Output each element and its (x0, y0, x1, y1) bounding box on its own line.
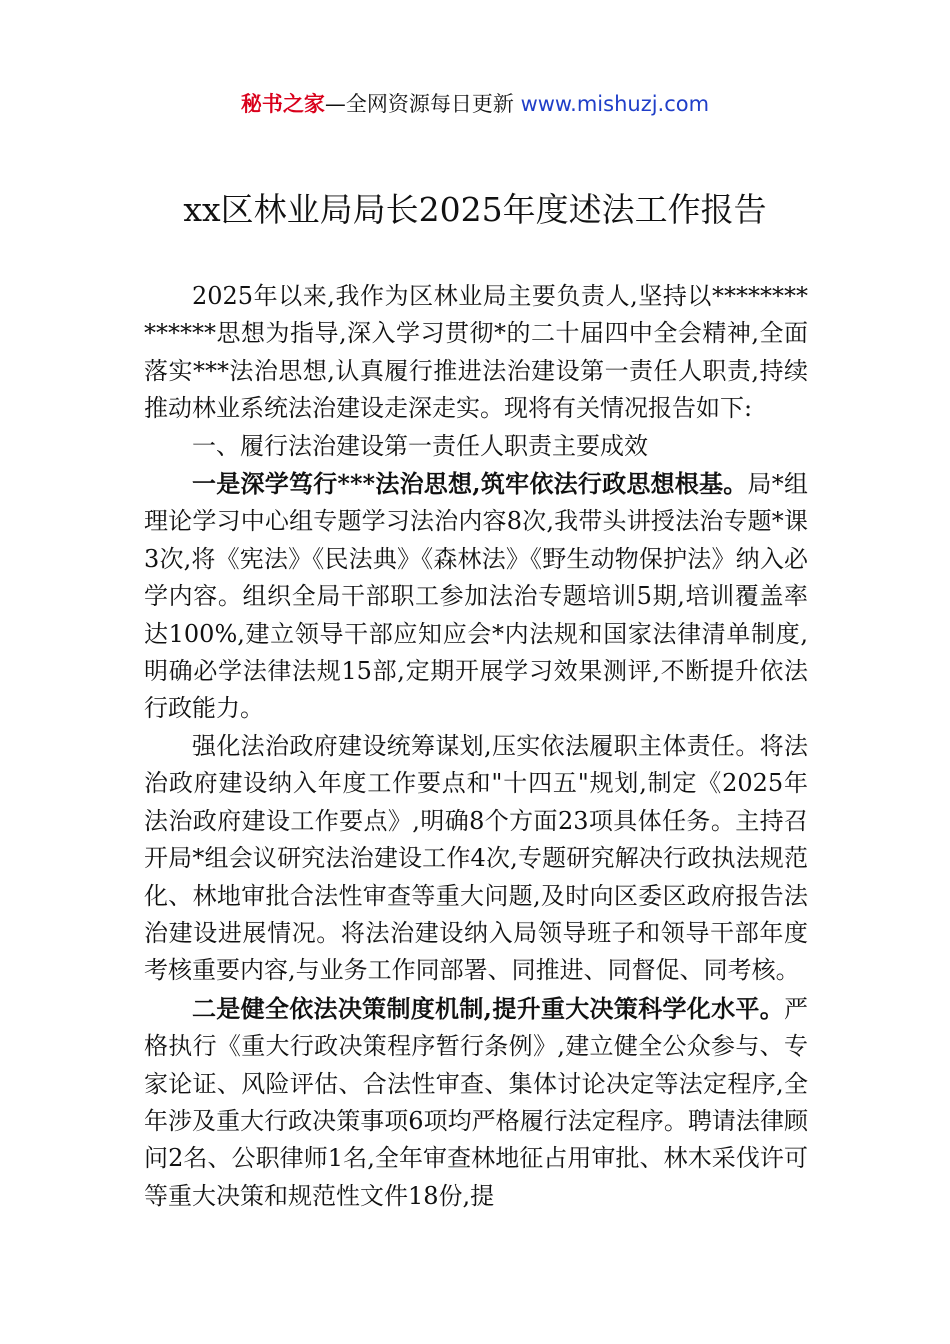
paragraph-intro (144, 278, 808, 428)
paragraph-text: 强化法治政府建设统筹谋划,压实依法履职主体责任。将法治政府建设纳入年度工作要点和"十四五"规划,制定《2025年法治政府建设工作要点》,明确8个方面23项具体任务。主持召开局*组会议研究法治建设工作4次,专题研究解决行政执法规范化、林地审批合法性审查等重大问题,及时向区委区政府报告法治建设进展情况。将法治建设纳入局领导班子和领导干部年度考核重要内容,与业务工作同部署、同推进、同督促、同考核。 (144, 731, 808, 985)
document-title: xx区林业局局长2025年度述法工作报告 (183, 190, 767, 229)
site-slogan: —全网资源每日更新 (324, 92, 514, 116)
paragraph-lead: 一是深学笃行***法治思想,筑牢依法行政思想根基。 (192, 469, 748, 499)
paragraph-text: 局*组理论学习中心组专题学习法治内容8次,我带头讲授法治专题*课3次,将《宪法》《民法典》《森林法》《野生动物保护法》纳入必学内容。组织全局干部职工参加法治专题培训5期,培训覆盖率达100%,建立领导干部应知应会*内法规和国家法律清单制度,明确必学法律法规15部,定期开展学习效果测评,不断提升依法行政能力。 (144, 470, 808, 723)
site-header (0, 88, 950, 120)
paragraph-point-1 (144, 465, 808, 728)
paragraph-point-2 (144, 990, 808, 1215)
paragraph-governance (144, 728, 808, 990)
document-body (144, 278, 808, 1215)
site-brand: 秘书之家 (240, 92, 325, 116)
paragraph-text: 2025年以来,我作为区林业局主要负责人,坚持以**************思想为指导,深入学习贯彻*的二十届四中全会精神,全面落实***法治思想,认真履行推进法治建设第一责任人职责,持续推动林业系统法治建设走深走实。现将有关情况报告如下: (144, 282, 808, 423)
paragraph-lead: 二是健全依法决策制度机制,提升重大决策科学化水平。 (192, 993, 784, 1023)
site-url-link[interactable]: www.mishuzj.com (520, 92, 710, 116)
section-heading-1 (144, 428, 808, 465)
paragraph-text: 严格执行《重大行政决策程序暂行条例》,建立健全公众参与、专家论证、风险评估、合法性审查、集体讨论决定等法定程序,全年涉及重大行政决策事项6项均严格履行法定程序。聘请法律顾问2名、公职律师1名,全年审查林地征占用审批、林木采伐许可等重大决策和规范性文件18份,提 (144, 994, 808, 1210)
section-heading-text: 一、履行法治建设第一责任人职责主要成效 (192, 431, 648, 460)
